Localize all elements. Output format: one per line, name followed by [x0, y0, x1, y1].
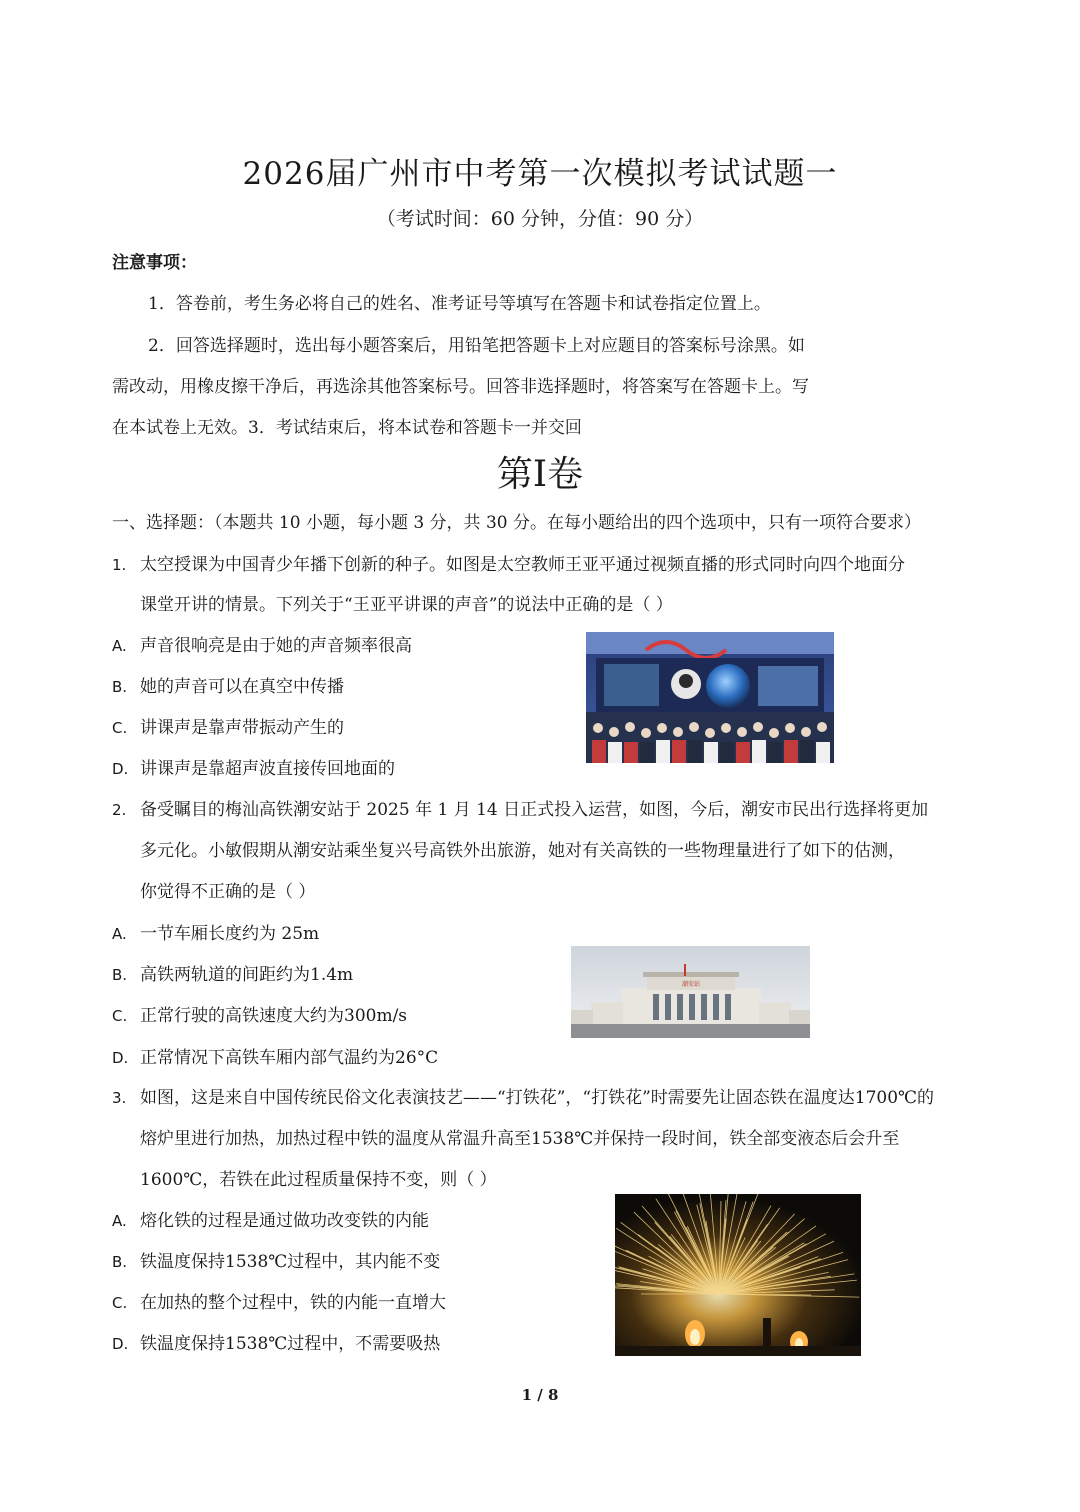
- question-1-line-2: 课堂开讲的情景。下列关于“王亚平讲课的声音”的说法中正确的是（ ）: [140, 595, 673, 615]
- option-label: D.: [112, 1335, 129, 1353]
- q2-option-c: [112, 1001, 407, 1026]
- option-text: 在加热的整个过程中，铁的内能一直增大: [140, 1293, 446, 1313]
- option-text: 熔化铁的过程是通过做功改变铁的内能: [140, 1211, 429, 1231]
- option-label: A.: [112, 1212, 127, 1230]
- exam-info: （考试时间：60 分钟，分值：90 分）: [376, 208, 704, 230]
- question-2-line-2: 多元化。小敏假期从潮安站乘坐复兴号高铁外出旅游，她对有关高铁的一些物理量进行了如下的估测，: [140, 841, 905, 861]
- q1-option-c: [112, 713, 344, 738]
- part-heading: 一、选择题：（本题共 10 小题，每小题 3 分，共 30 分。在每小题给出的四个选项中，只有一项符合要求）: [112, 513, 922, 533]
- option-text: 正常情况下高铁车厢内部气温约为26°C: [140, 1048, 439, 1068]
- question-3-line-2: 熔炉里进行加热，加热过程中铁的温度从常温升高至1538℃并保持一段时间，铁全部变液态后会升至: [140, 1129, 900, 1149]
- station-sign: 潮安站: [681, 981, 701, 988]
- q3-option-c: [112, 1288, 446, 1313]
- question-text: 太空授课为中国青少年播下创新的种子。如图是太空教师王亚平通过视频直播的形式同时向四个地面分: [140, 555, 905, 575]
- question-2-line-3: 你觉得不正确的是（ ）: [140, 882, 316, 902]
- option-text: 一节车厢长度约为 25m: [140, 924, 320, 944]
- iron-flower-photo: [615, 1194, 861, 1356]
- option-text: 讲课声是靠声带振动产生的: [140, 718, 344, 738]
- option-label: C.: [112, 1294, 128, 1312]
- option-label: C.: [112, 719, 128, 737]
- q2-option-b: [112, 960, 353, 985]
- notice-heading: 注意事项：: [112, 253, 197, 273]
- space-lecture-photo: [586, 632, 834, 763]
- option-label: D.: [112, 760, 129, 778]
- question-text: 备受瞩目的梅汕高铁潮安站于 2025 年 1 月 14 日正式投入运营，如图，今后，潮安市民出行选择将更加: [140, 800, 929, 820]
- q1-option-d: [112, 754, 395, 779]
- question-text: 如图，这是来自中国传统民俗文化表演技艺——“打铁花”，“打铁花”时需要先让固态铁在温度达1700℃的: [140, 1088, 935, 1108]
- question-2-line-1: [112, 795, 928, 820]
- question-number: 2.: [112, 801, 127, 819]
- notice-line-1: 1．答卷前，考生务必将自己的姓名、准考证号等填写在答题卡和试卷指定位置上。: [148, 294, 771, 314]
- option-label: B.: [112, 1253, 128, 1271]
- question-number: 1.: [112, 556, 127, 574]
- notice-line-2: 2．回答选择题时，选出每小题答案后，用铅笔把答题卡上对应题目的答案标号涂黑。如: [148, 336, 805, 356]
- q2-option-a: [112, 919, 319, 944]
- option-label: A.: [112, 637, 127, 655]
- notice-line-3: 需改动，用橡皮擦干净后，再选涂其他答案标号。回答非选择题时，将答案写在答题卡上。写: [112, 377, 809, 397]
- page-title: 2026届广州市中考第一次模拟考试试题一: [242, 156, 838, 192]
- q2-option-d: [112, 1043, 438, 1068]
- option-label: A.: [112, 925, 127, 943]
- q3-option-d: [112, 1329, 440, 1354]
- option-text: 声音很响亮是由于她的声音频率很高: [140, 636, 412, 656]
- question-1-line-1: [112, 550, 905, 575]
- option-label: D.: [112, 1049, 129, 1067]
- question-3-line-1: [112, 1083, 934, 1108]
- question-3-line-3: 1600℃，若铁在此过程质量保持不变，则（ ）: [140, 1170, 497, 1190]
- option-label: B.: [112, 678, 128, 696]
- q3-option-a: [112, 1206, 429, 1231]
- option-label: B.: [112, 966, 128, 984]
- q1-option-b: [112, 672, 344, 697]
- option-text: 铁温度保持1538℃过程中，不需要吸热: [140, 1334, 441, 1354]
- option-text: 她的声音可以在真空中传播: [140, 677, 344, 697]
- option-label: C.: [112, 1007, 128, 1025]
- question-number: 3.: [112, 1089, 127, 1107]
- station-photo: [571, 946, 810, 1038]
- option-text: 正常行驶的高铁速度大约为300m/s: [140, 1006, 408, 1026]
- q3-option-b: [112, 1247, 440, 1272]
- option-text: 讲课声是靠超声波直接传回地面的: [140, 759, 395, 779]
- q1-option-a: [112, 631, 412, 656]
- page-number: 1 / 8: [521, 1386, 559, 1404]
- notice-line-4: 在本试卷上无效。3．考试结束后，将本试卷和答题卡一并交回: [112, 418, 582, 438]
- option-text: 铁温度保持1538℃过程中，其内能不变: [140, 1252, 441, 1272]
- option-text: 高铁两轨道的间距约为1.4m: [140, 965, 354, 985]
- section-title: 第I卷: [496, 454, 584, 495]
